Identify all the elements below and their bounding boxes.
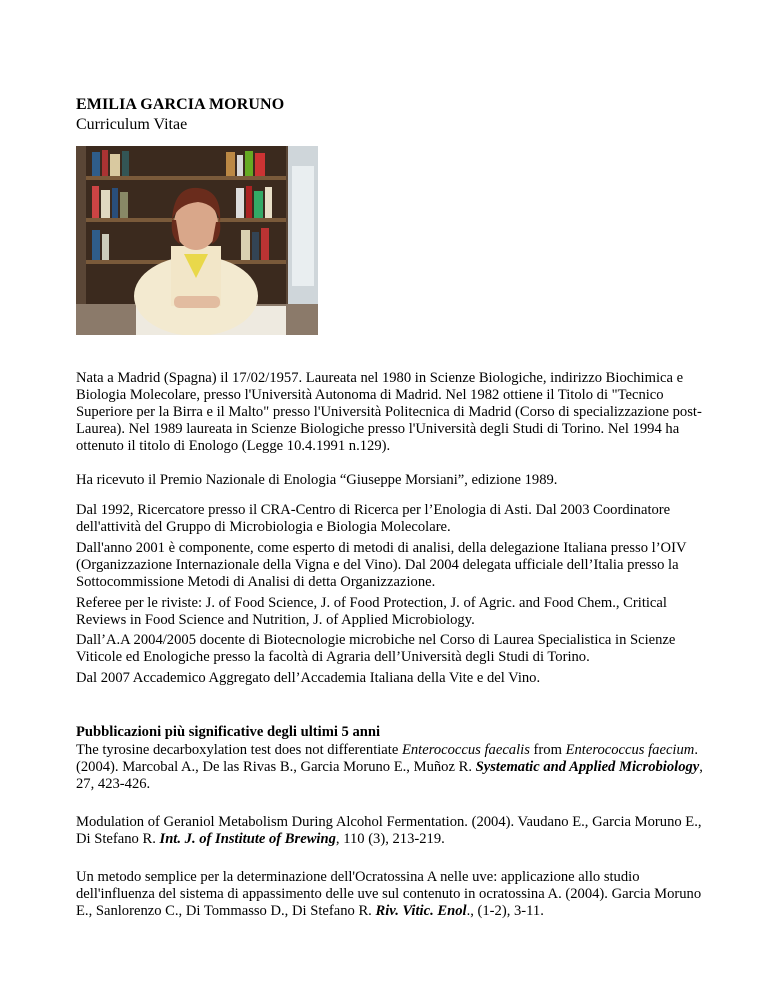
publication-item: Modulation of Geraniol Metabolism During Alcohol Fermentation. (2004). Vaudano E., Garcia Moruno E., Di Stefano R. Int. J. of Institute of Brewing, 110 (3), 213-219.: [76, 814, 702, 847]
bio-paragraph-6: Dall’A.A 2004/2005 docente di Biotecnologie microbiche nel Corso di Laurea Specialistica in Scienze Viticole ed Enologiche presso la facoltà di Agraria dell’Università degli Studi di Torino.: [76, 632, 676, 665]
bio-paragraph-7: Dal 2007 Accademico Aggregato dell’Accademia Italiana della Vite e del Vino.: [76, 670, 541, 686]
person-name: EMILIA GARCIA MORUNO: [76, 96, 285, 113]
publication-item: Un metodo semplice per la determinazione dell'Ocratossina A nelle uve: applicazione allo studio dell'influenza del sistema di appassimento delle uve sul contenuto in ocratossina A. (2004). Garcia Moruno E., Sanlorenzo C., Di Tommasso D., Di Stefano R. Riv. Vitic. Enol., (1-2), 3-11.: [76, 869, 702, 919]
bio-paragraph-4: Dall'anno 2001 è componente, come esperto di metodi di analisi, della delegazione Italiana presso l’OIV (Organizzazione Internazionale della Vigna e del Vino). Dal 2004 delegata ufficiale dell’Italia presso la Sottocommissione Metodi di Analisi di detta Organizzazione.: [76, 540, 687, 590]
bio-paragraph-3: Dal 1992, Ricercatore presso il CRA-Centro di Ricerca per l’Enologia di Asti. Dal 2003 Coordinatore dell'attività del Gruppo di Microbiologia e Biologia Molecolare.: [76, 502, 671, 535]
publication-item: The tyrosine decarboxylation test does not differentiate Enterococcus faecalis from Enterococcus faecium. (2004). Marcobal A., De las Rivas B., Garcia Moruno E., Muñoz R. Systematic and Applied Microbiology, 27, 423-426.: [76, 742, 703, 792]
portrait-photo-icon: [76, 146, 318, 335]
portrait-photo: [76, 146, 318, 335]
bio-paragraph-2: Ha ricevuto il Premio Nazionale di Enologia “Giuseppe Morsiani”, edizione 1989.: [76, 472, 558, 488]
bio-paragraph-5: Referee per le riviste: J. of Food Science, J. of Food Protection, J. of Agric. and Food Chem., Critical Reviews in Food Science and Nutrition, J. of Applied Microbiology.: [76, 595, 667, 628]
publications-heading: Pubblicazioni più significative degli ultimi 5 anni: [76, 724, 381, 740]
bio-paragraph-1: Nata a Madrid (Spagna) il 17/02/1957. Laureata nel 1980 in Scienze Biologiche, indirizzo Biochimica e Biologia Molecolare, presso l'Università Autonoma di Madrid. Nel 1982 ottiene il Titolo di "Tecnico Superiore per la Birra e il Malto" presso l'Università Politecnica di Madrid (Corso di specializzazione post-Laurea). Nel 1989 laureata in Scienze Biologiche presso l'Università degli Studi di Torino. Nel 1994 ha ottenuto il titolo di Enologo (Legge 10.4.1991 n.129).: [76, 370, 702, 454]
document-subtitle: Curriculum Vitae: [76, 116, 188, 133]
